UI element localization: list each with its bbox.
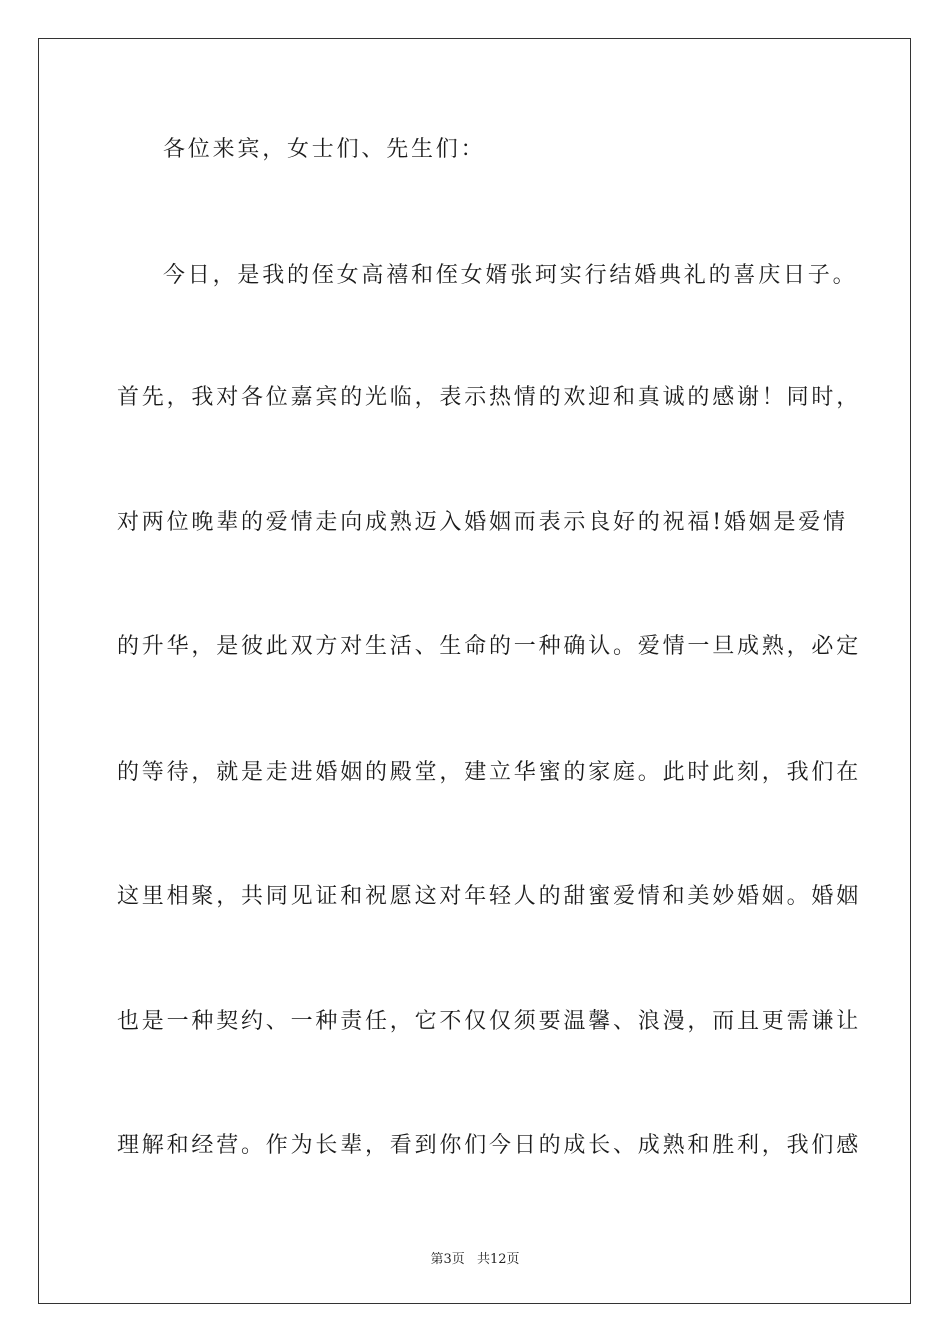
text-line-4: 对两位晚辈的爱情走向成熟迈入婚姻而表示良好的祝福!婚姻是爱情 — [117, 510, 848, 535]
page-footer — [0, 1248, 950, 1267]
text-line-5: 的升华，是彼此双方对生活、生命的一种确认。爱情一旦成熟，必定 — [117, 634, 862, 659]
text-line-7: 这里相聚，共同见证和祝愿这对年轻人的甜蜜爱情和美妙婚姻。婚姻 — [117, 884, 862, 909]
text-line-8: 也是一种契约、一种责任，它不仅仅须要温馨、浪漫，而且更需谦让 — [117, 1009, 862, 1034]
page-number: 第3页 — [430, 1252, 465, 1267]
text-line-2: 今日，是我的侄女高禧和侄女婿张珂实行结婚典礼的喜庆日子。 — [163, 263, 858, 288]
total-pages: 共12页 — [476, 1252, 520, 1267]
text-line-6: 的等待，就是走进婚姻的殿堂，建立华蜜的家庭。此时此刻，我们在 — [117, 760, 862, 785]
text-line-1: 各位来宾，女士们、先生们： — [163, 137, 486, 162]
page-border — [38, 38, 911, 1304]
text-line-3: 首先，我对各位嘉宾的光临，表示热情的欢迎和真诚的感谢！同时， — [117, 385, 862, 410]
text-line-9: 理解和经营。作为长辈，看到你们今日的成长、成熟和胜利，我们感 — [117, 1133, 862, 1158]
